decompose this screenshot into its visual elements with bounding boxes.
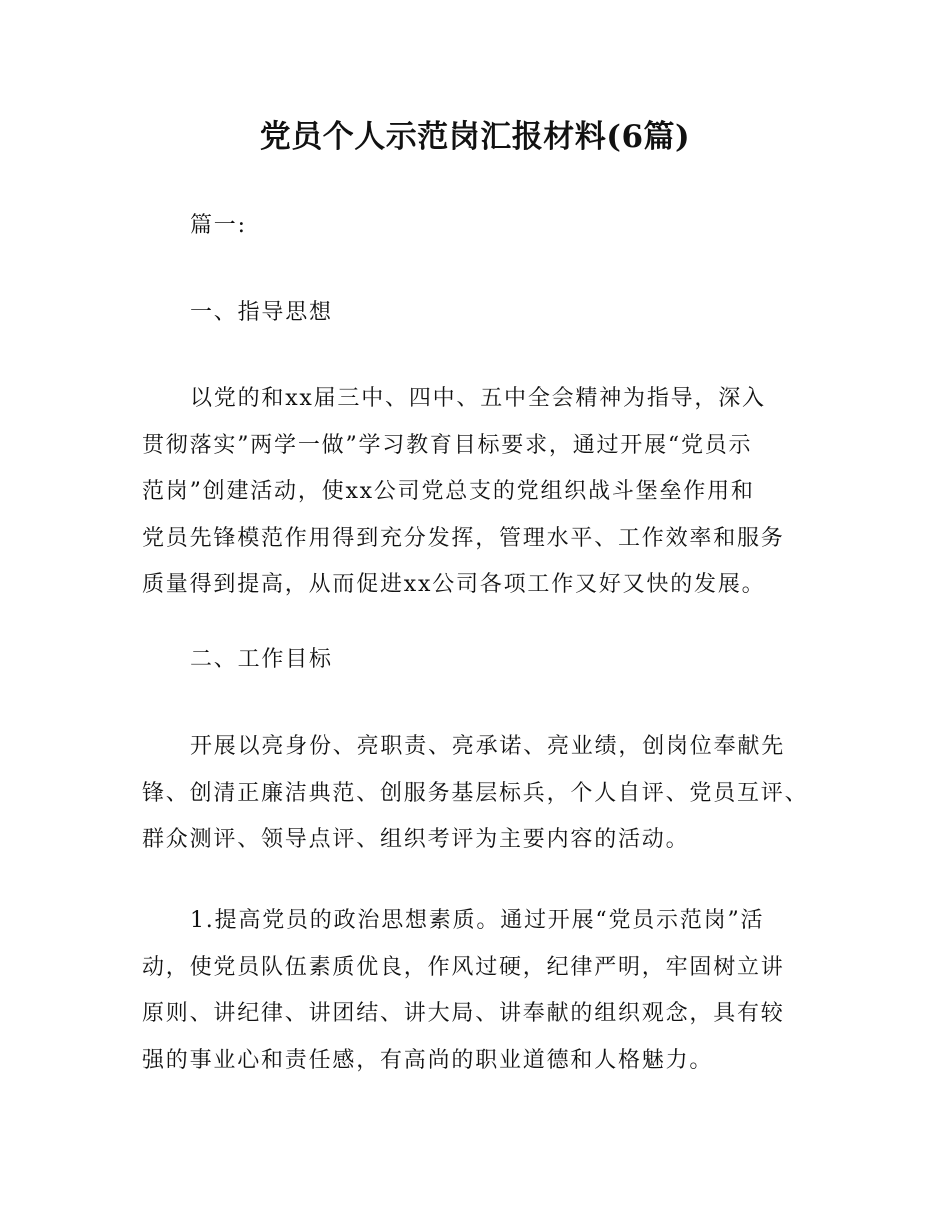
document-title: 党员个人示范岗汇报材料(6篇) xyxy=(259,119,691,155)
paragraph-line: 范岗”创建活动，使xx公司党总支的党组织战斗堡垒作用和 xyxy=(142,479,755,504)
section-label: 篇一: xyxy=(190,213,247,238)
paragraph-line: 贯彻落实”两学一做”学习教育目标要求，通过开展“党员示 xyxy=(142,432,753,458)
paragraph-line: 开展以亮身份、亮职责、亮承诺、亮业绩，创岗位奉献先 xyxy=(190,734,786,759)
paragraph-guiding-ideology xyxy=(142,376,832,609)
paragraph-political-quality xyxy=(142,898,832,1084)
heading-guiding-ideology: 一、指导思想 xyxy=(190,300,333,325)
heading-work-goals: 二、工作目标 xyxy=(190,647,333,672)
paragraph-line: 锋、创清正廉洁典范、创服务基层标兵，个人自评、党员互评、 xyxy=(142,780,809,806)
paragraph-line: 以党的和xx届三中、四中、五中全会精神为指导，深入 xyxy=(190,386,766,411)
paragraph-line: 群众测评、领导点评、组织考评为主要内容的活动。 xyxy=(142,827,690,852)
paragraph-line: 动，使党员队伍素质优良，作风过硬，纪律严明，牢固树立讲 xyxy=(142,954,785,980)
paragraph-line: 质量得到提高，从而促进xx公司各项工作又好又快的发展。 xyxy=(142,572,766,597)
paragraph-work-goals xyxy=(142,724,832,864)
paragraph-line: 原则、讲纪律、讲团结、讲大局、讲奉献的组织观念，具有较 xyxy=(142,1001,785,1026)
paragraph-line: 党员先锋模范作用得到充分发挥，管理水平、工作效率和服务 xyxy=(142,525,785,551)
paragraph-line: 强的事业心和责任感，有高尚的职业道德和人格魅力。 xyxy=(142,1047,714,1073)
paragraph-line: 1.提高党员的政治思想素质。通过开展“党员示范岗”活 xyxy=(190,908,765,933)
